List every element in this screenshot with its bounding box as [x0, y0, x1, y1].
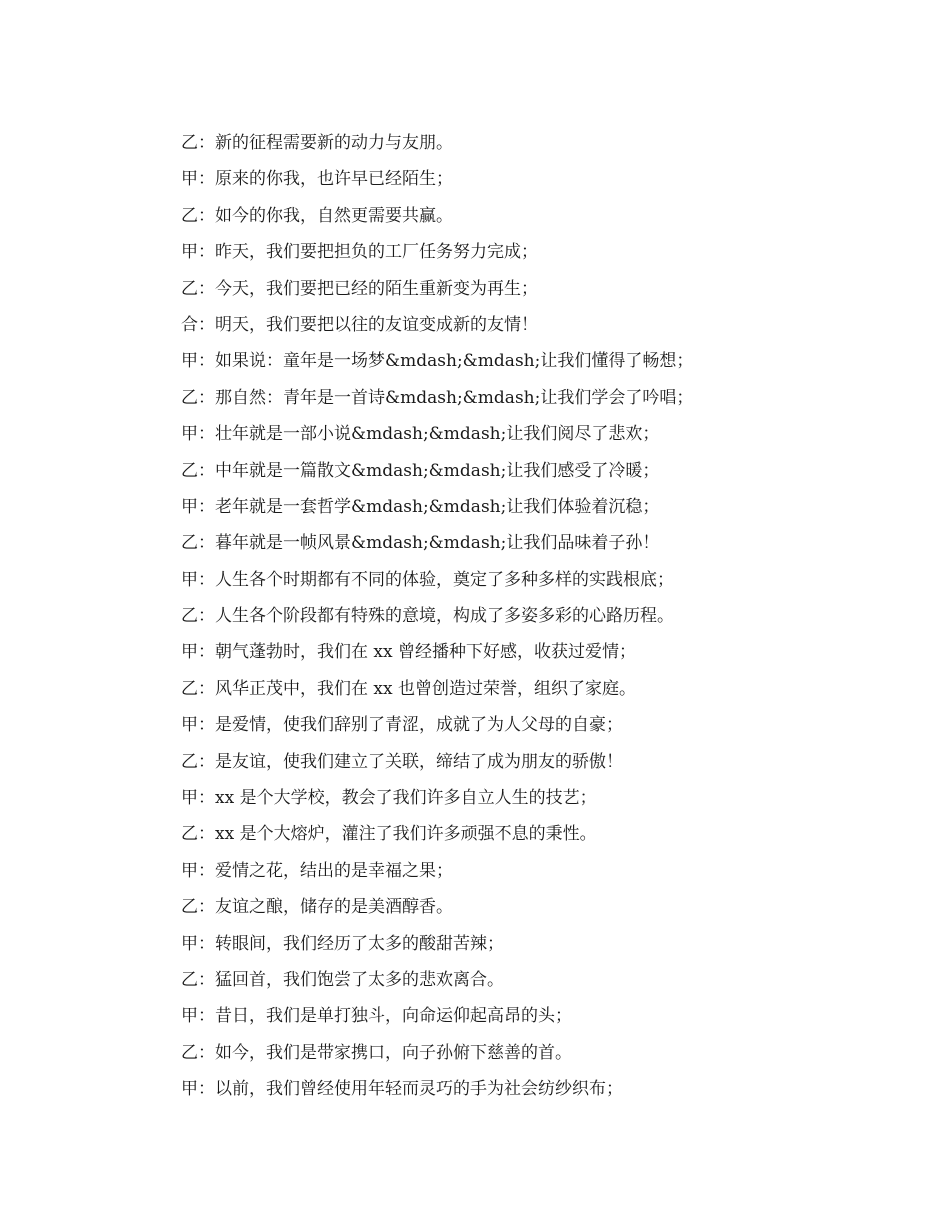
dialogue-line: 甲：以前，我们曾经使用年轻而灵巧的手为社会纺纱织布；	[181, 1079, 623, 1100]
dialogue-line: 甲：壮年就是一部小说&mdash;&mdash;让我们阅尽了悲欢；	[181, 424, 660, 445]
dialogue-line: 乙：中年就是一篇散文&mdash;&mdash;让我们感受了冷暖；	[181, 460, 660, 481]
dialogue-line: 乙：猛回首，我们饱尝了太多的悲欢离合。	[181, 969, 504, 990]
dialogue-line: 甲：老年就是一套哲学&mdash;&mdash;让我们体验着沉稳；	[181, 496, 660, 517]
dialogue-line: 乙：今天，我们要把已经的陌生重新变为再生；	[181, 278, 538, 299]
dialogue-line: 甲：如果说：童年是一场梦&mdash;&mdash;让我们懂得了畅想；	[181, 351, 694, 372]
dialogue-line: 乙：风华正茂中，我们在 xx 也曾创造过荣誉，组织了家庭。	[181, 678, 636, 699]
dialogue-line: 乙：如今，我们是带家携口，向子孙俯下慈善的首。	[181, 1042, 572, 1063]
dialogue-line: 乙：xx 是个大熔炉，灌注了我们许多顽强不息的秉性。	[181, 824, 597, 845]
dialogue-line: 合：明天，我们要把以往的友谊变成新的友情！	[181, 314, 538, 335]
dialogue-line: 乙：那自然：青年是一首诗&mdash;&mdash;让我们学会了吟唱；	[181, 387, 694, 408]
dialogue-line: 乙：人生各个阶段都有特殊的意境，构成了多姿多彩的心路历程。	[181, 606, 674, 627]
document-body	[181, 125, 901, 1108]
dialogue-line: 甲：人生各个时期都有不同的体验，奠定了多种多样的实践根底；	[181, 569, 674, 590]
dialogue-line: 甲：昨天，我们要把担负的工厂任务努力完成；	[181, 242, 538, 263]
dialogue-line: 甲：昔日，我们是单打独斗，向命运仰起高昂的头；	[181, 1006, 572, 1027]
dialogue-line: 甲：朝气蓬勃时，我们在 xx 曾经播种下好感，收获过爱情；	[181, 642, 636, 663]
dialogue-line: 甲：爱情之花，结出的是幸福之果；	[181, 860, 453, 881]
dialogue-line: 乙：暮年就是一帧风景&mdash;&mdash;让我们品味着子孙！	[181, 533, 660, 554]
dialogue-line: 乙：如今的你我，自然更需要共赢。	[181, 205, 453, 226]
dialogue-line: 甲：是爱情，使我们辞别了青涩，成就了为人父母的自豪；	[181, 715, 623, 736]
dialogue-line: 乙：新的征程需要新的动力与友朋。	[181, 133, 453, 153]
dialogue-line: 乙：友谊之酿，储存的是美酒醇香。	[181, 897, 453, 918]
dialogue-line: 乙：是友谊，使我们建立了关联，缔结了成为朋友的骄傲！	[181, 751, 623, 772]
dialogue-line: 甲：原来的你我，也许早已经陌生；	[181, 169, 453, 190]
dialogue-line: 甲：转眼间，我们经历了太多的酸甜苦辣；	[181, 933, 504, 954]
dialogue-line: 甲：xx 是个大学校，教会了我们许多自立人生的技艺；	[181, 788, 597, 809]
